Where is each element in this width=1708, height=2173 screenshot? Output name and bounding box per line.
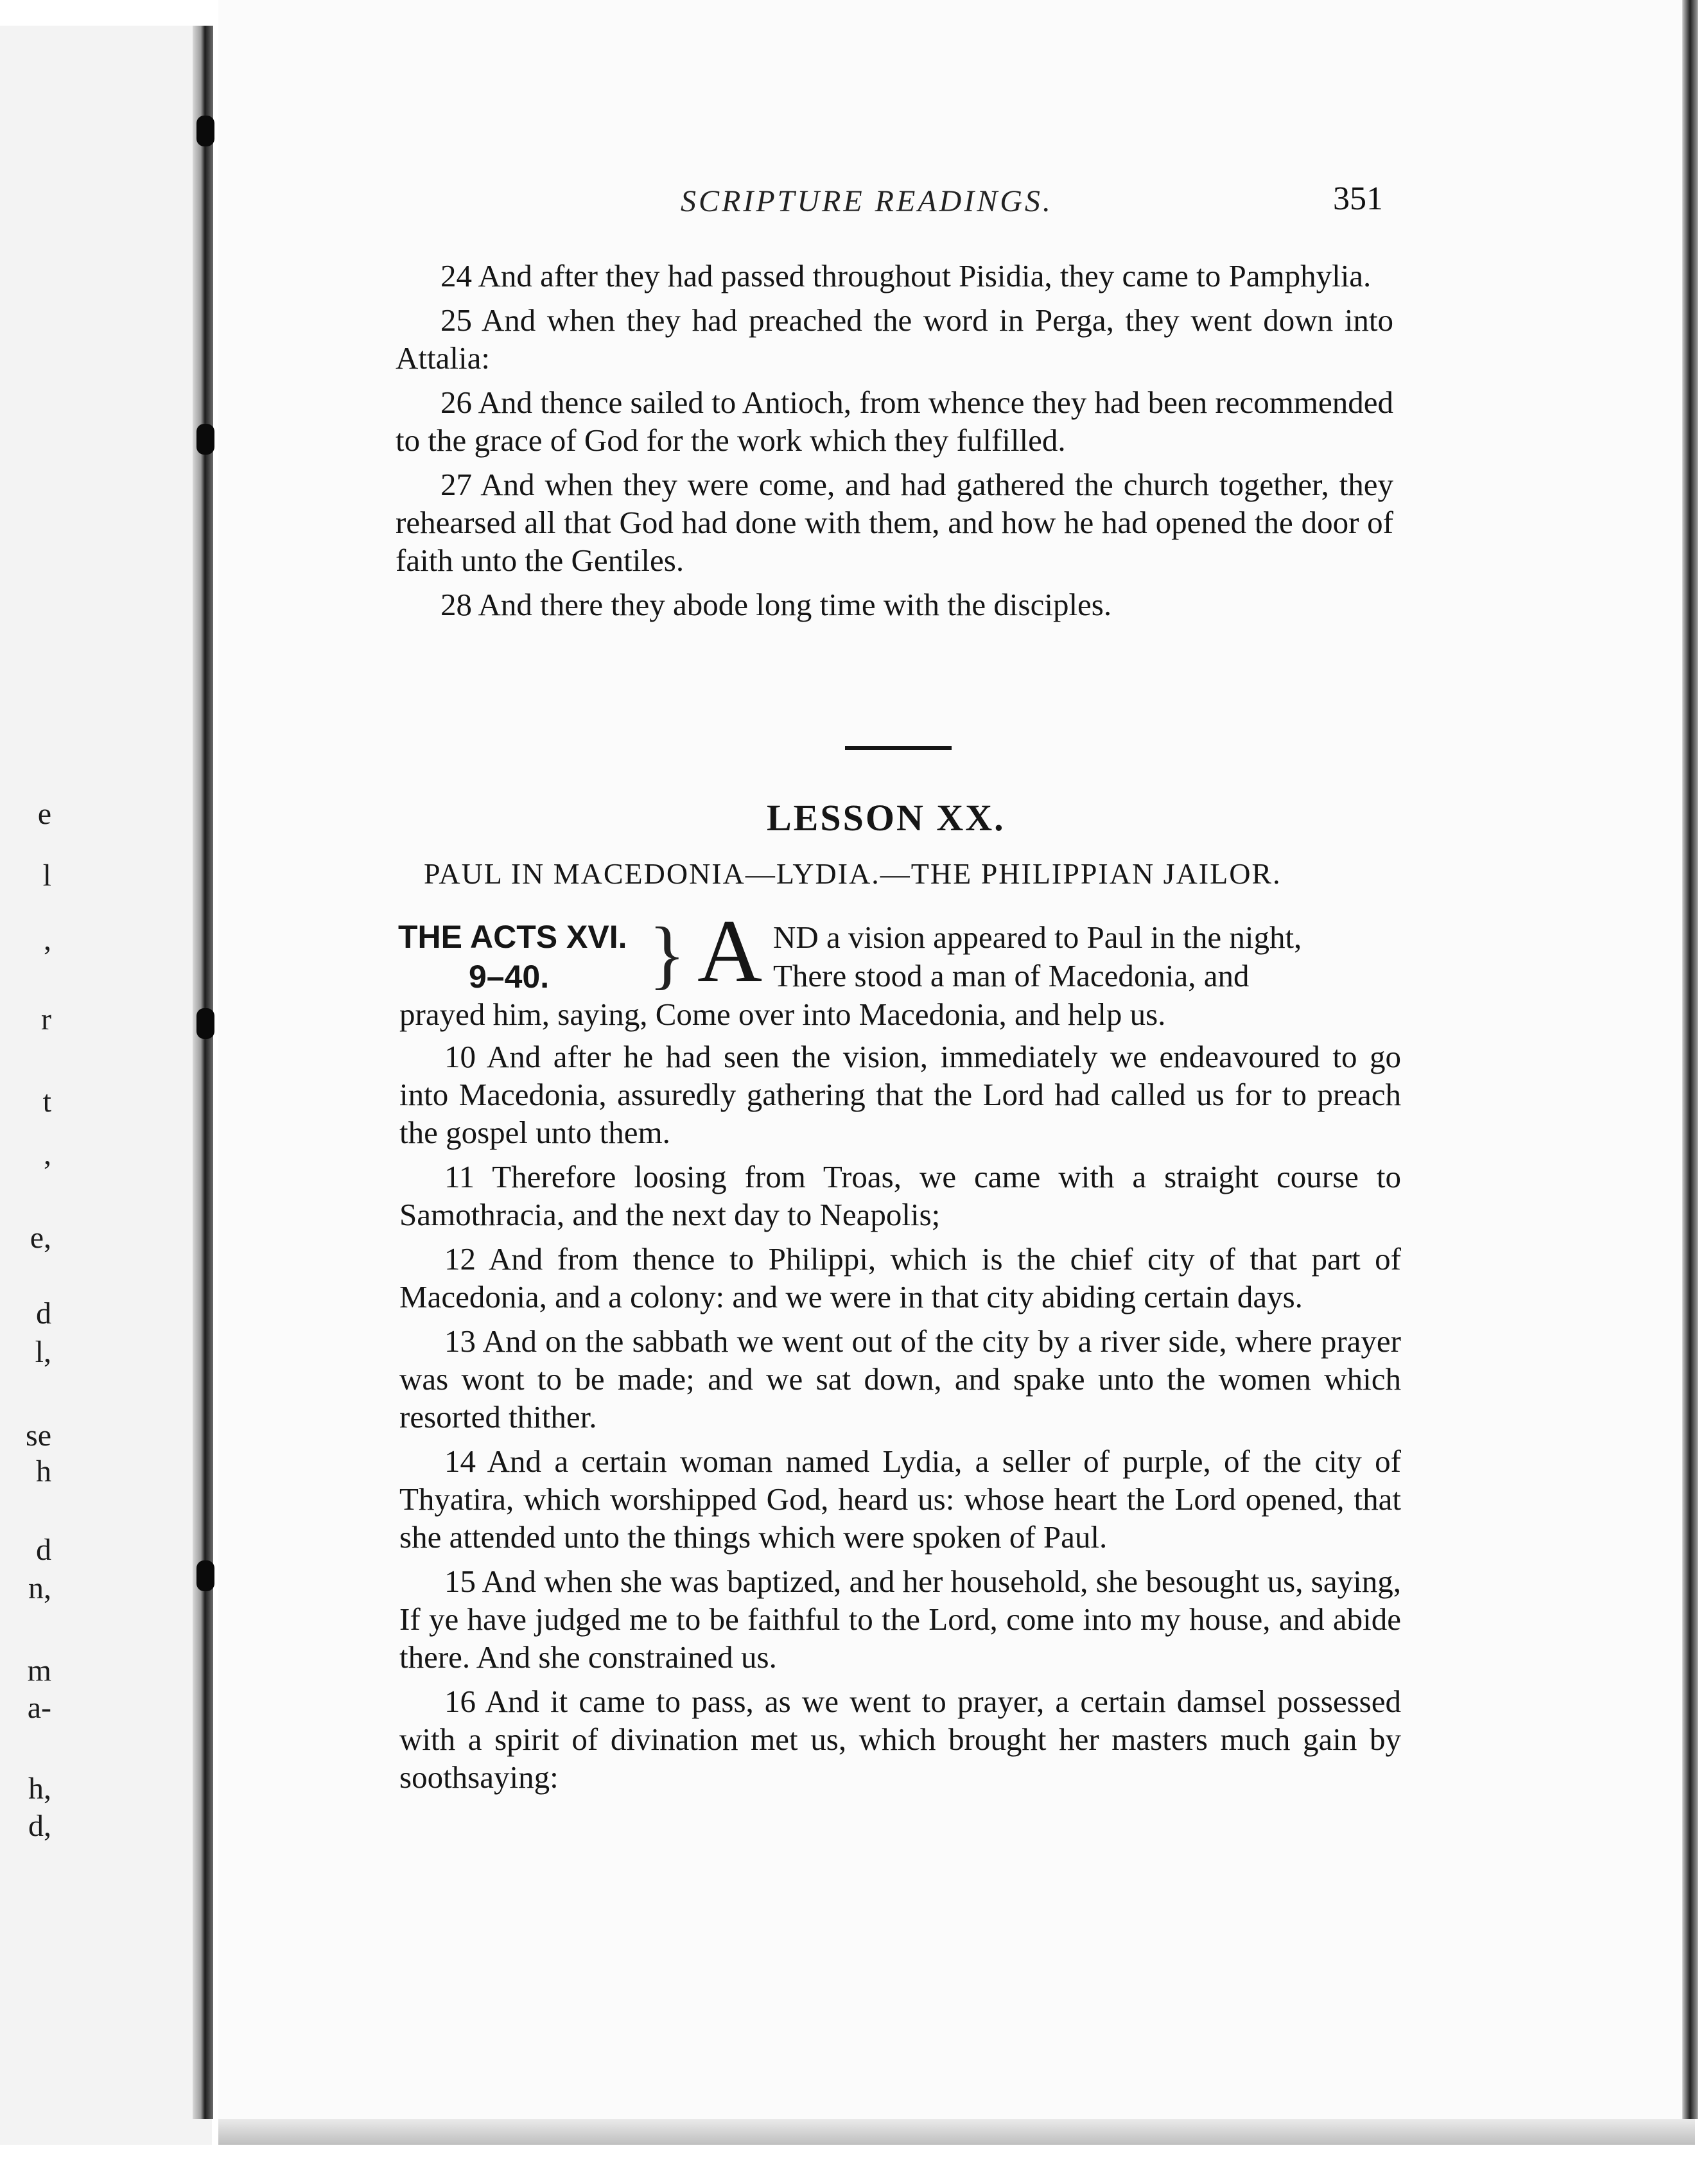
left-fragment: ,	[44, 1137, 51, 1171]
lesson-subtitle: PAUL IN MACEDONIA—LYDIA.—THE PHILIPPIAN JAILOR.	[424, 857, 1282, 890]
left-fragment: n,	[28, 1571, 51, 1605]
reference-verses: 9–40.	[469, 959, 550, 995]
book-gutter	[193, 26, 213, 2119]
verses-bottom	[399, 1038, 1401, 1802]
verse: 13 And on the sabbath we went out of the city by a river side, where prayer was wont to be made; and we sat down, and spake unto the women which resorted thither.	[399, 1323, 1401, 1435]
first-verse-line: There stood a man of Macedonia, and	[773, 958, 1250, 993]
left-fragment: e	[37, 797, 51, 831]
left-fragment: se	[26, 1418, 51, 1453]
left-fragment: m	[27, 1654, 51, 1688]
binding-knot	[196, 424, 214, 455]
page-bottom-shadow	[218, 2119, 1695, 2145]
left-fragment: l	[42, 859, 51, 893]
binding-knot	[196, 1560, 214, 1591]
reference-brace: }	[649, 911, 686, 997]
verse: 27 And when they were come, and had gathered the church together, they rehearsed all that God had done with them, and how he had opened the door of faith unto the Gentiles.	[396, 467, 1393, 578]
verse: 11 Therefore loosing from Troas, we came with a straight course to Samothracia, and the next day to Neapolis;	[399, 1159, 1401, 1232]
first-verse-lines	[773, 918, 1393, 995]
drop-cap: A	[697, 902, 763, 1001]
verse: 14 And a certain woman named Lydia, a seller of purple, of the city of Thyatira, which worshipped God, heard us: whose heart the Lord opened, that she attended unto the things which were spoken of Paul.	[399, 1444, 1401, 1555]
page-number: 351	[1333, 180, 1383, 217]
left-fragment: t	[42, 1085, 51, 1119]
left-fragment: e,	[30, 1221, 51, 1255]
page-edge	[1682, 0, 1698, 2119]
verses-top	[396, 257, 1393, 630]
lesson-title: LESSON XX.	[767, 797, 1006, 839]
verse: 24 And after they had passed throughout Pisidia, they came to Pamphylia.	[440, 258, 1372, 293]
left-fragment: h	[36, 1454, 51, 1488]
left-fragment: d	[36, 1296, 51, 1331]
left-fragment: l,	[35, 1335, 51, 1369]
verse: 10 And after he had seen the vision, immediately we endeavoured to go into Macedonia, assuredly gathering that the Lord had called us for to preach the gospel unto them.	[399, 1039, 1401, 1150]
left-fragment: ,	[44, 923, 51, 957]
verse: 15 And when she was baptized, and her household, she besought us, saying, If ye have judged me to be faithful to the Lord, come into my house, and abide there. And she constrained us.	[399, 1564, 1401, 1675]
reference-book: THE ACTS XVI.	[398, 919, 627, 955]
verse: 25 And when they had preached the word in Perga, they went down into Attalia:	[396, 302, 1393, 376]
binding-knot	[196, 116, 214, 146]
running-head: SCRIPTURE READINGS.	[681, 184, 1053, 218]
left-fragment: a-	[27, 1691, 51, 1725]
left-fragment: d	[36, 1533, 51, 1567]
verse: 16 And it came to pass, as we went to prayer, a certain damsel possessed with a spirit of divination met us, which brought her masters much gain by soothsaying:	[399, 1684, 1401, 1795]
first-verse-line: ND a vision appeared to Paul in the night,	[773, 920, 1302, 955]
first-verse-continuation: prayed him, saying, Come over into Macedonia, and help us.	[399, 997, 1166, 1032]
verse: 26 And thence sailed to Antioch, from whence they had been recommended to the grace of God for the work which they fulfilled.	[396, 385, 1393, 458]
verse: 12 And from thence to Philippi, which is the chief city of that part of Macedonia, and a colony: and we were in that city abiding certain days.	[399, 1241, 1401, 1314]
left-fragment: d,	[28, 1809, 51, 1843]
binding-knot	[196, 1008, 214, 1039]
verse: 28 And there they abode long time with the disciples.	[440, 587, 1112, 622]
section-divider	[845, 746, 952, 750]
left-fragment: h,	[28, 1772, 51, 1806]
scripture-reference	[398, 917, 627, 997]
left-fragment: r	[41, 1002, 51, 1036]
